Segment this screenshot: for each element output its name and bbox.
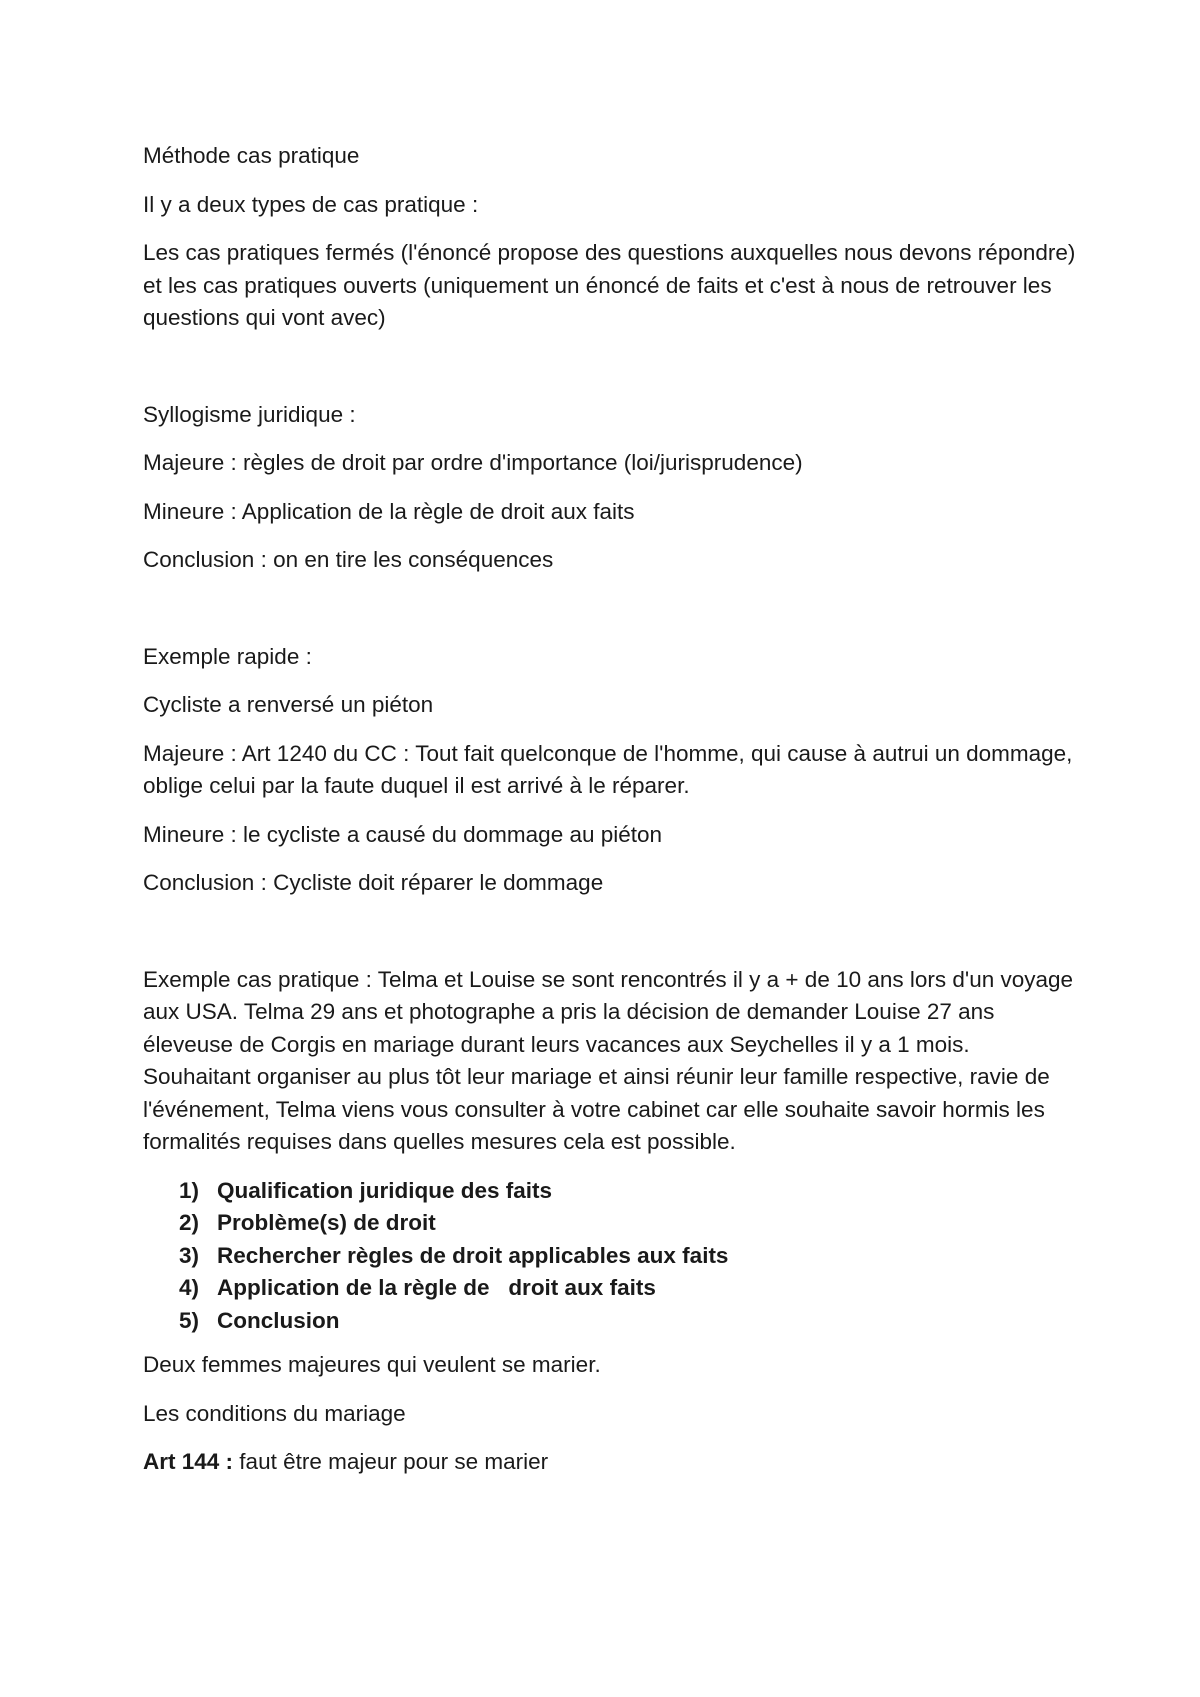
syllogism-conclusion: Conclusion : on en tire les conséquences <box>143 547 554 572</box>
marriage-conditions-heading: Les conditions du mariage <box>143 1400 406 1426</box>
step-label: Conclusion <box>217 1307 340 1333</box>
syllogism-mineure: Mineure : Application de la règle de droit aux faits <box>143 498 635 524</box>
step-number: 3) <box>179 1242 200 1268</box>
article-reference: Art 144 : <box>143 1449 234 1474</box>
quick-example-conclusion: Conclusion : Cycliste doit réparer le dommage <box>143 870 604 895</box>
spacer <box>143 593 1083 641</box>
step-number: 1) <box>179 1177 200 1203</box>
method-step <box>143 1207 1083 1240</box>
method-step <box>143 1272 1083 1305</box>
method-step <box>143 1240 1083 1273</box>
quick-example-majeure: Majeure : Art 1240 du CC : Tout fait quelconque de l'homme, qui cause à autrui un dommage, oblige celui par la faute duquel il est arrivé à le réparer. <box>143 740 1079 798</box>
syllogism-heading: Syllogisme juridique : <box>143 401 356 427</box>
step-label: Application de la règle de droit aux faits <box>217 1275 656 1300</box>
case-qualification: Deux femmes majeures qui veulent se marier. <box>143 1352 601 1377</box>
method-steps-list <box>143 1175 1083 1338</box>
step-label: Qualification juridique des faits <box>217 1177 553 1203</box>
case-example-text: Exemple cas pratique : Telma et Louise se sont rencontrés il y a + de 10 ans lors d'un voyage aux USA. Telma 29 ans et photographe a pris la décision de demander Louise 27 ans éleveuse de Corgis en mariage durant leurs vacances aux Seychelles il y a 1 mois. Souhaitant organiser au plus tôt leur mariage et ainsi réunir leur famille respective, ravie de l'événement, Telma viens vous consulter à votre cabinet car elle souhaite savoir hormis les formalités requises dans quelles mesures cela est possible. <box>143 966 1080 1154</box>
quick-example-fact: Cycliste a renversé un piéton <box>143 692 434 717</box>
method-step <box>143 1175 1083 1208</box>
step-number: 5) <box>179 1307 200 1333</box>
spacer <box>143 916 1083 964</box>
quick-example-mineure: Mineure : le cycliste a causé du dommage au piéton <box>143 821 663 847</box>
step-label: Problème(s) de droit <box>217 1210 436 1235</box>
article-text: faut être majeur pour se marier <box>233 1449 549 1474</box>
method-step <box>143 1305 1083 1338</box>
types-description: Les cas pratiques fermés (l'énoncé propose des questions auxquelles nous devons répondre) et les cas pratiques ouverts (uniquement un énoncé de faits et c'est à nous de retrouver les questions qui vont avec) <box>143 240 1082 330</box>
step-number: 4) <box>179 1275 200 1300</box>
document-page <box>143 140 1083 1495</box>
types-intro: Il y a deux types de cas pratique : <box>143 191 479 217</box>
quick-example-heading: Exemple rapide : <box>143 643 312 669</box>
document-title: Méthode cas pratique <box>143 143 360 168</box>
syllogism-majeure: Majeure : règles de droit par ordre d'importance (loi/jurisprudence) <box>143 450 803 475</box>
spacer <box>143 351 1083 399</box>
step-number: 2) <box>179 1210 200 1235</box>
step-label: Rechercher règles de droit applicables aux faits <box>217 1242 729 1268</box>
article-144-line <box>143 1446 1083 1479</box>
